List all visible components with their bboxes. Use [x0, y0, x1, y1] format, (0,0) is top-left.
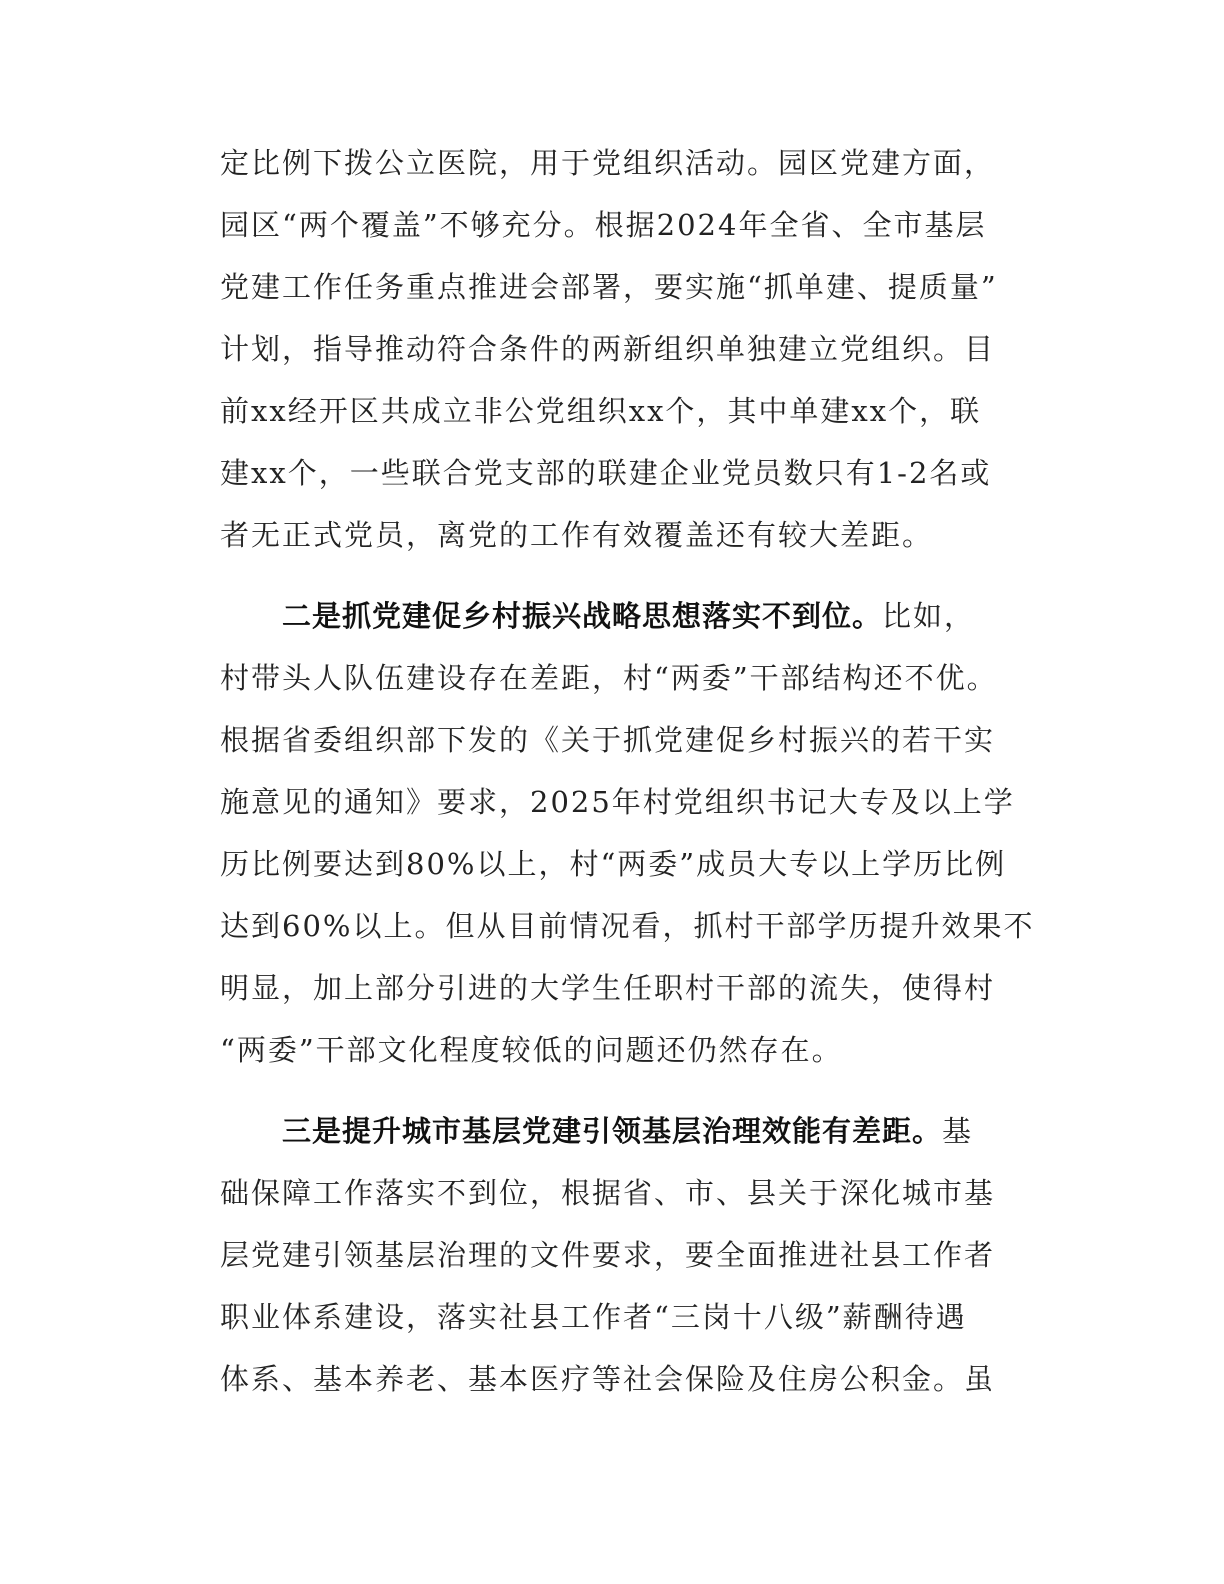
paragraph-line: 施意见的通知》要求，2025年村党组织书记大专及以上学: [220, 785, 1015, 819]
section-heading: 二是抓党建促乡村振兴战略思想落实不到位。: [282, 599, 883, 633]
paragraph-first-line: [282, 1111, 1040, 1151]
paragraph-line: 础保障工作落实不到位，根据省、市、县关于深化城市基: [220, 1176, 996, 1210]
paragraph-line: 层党建引领基层治理的文件要求，要全面推进社县工作者: [220, 1238, 996, 1272]
paragraph-line: 根据省委组织部下发的《关于抓党建促乡村振兴的若干实: [220, 723, 996, 757]
paragraph-line: 村带头人队伍建设存在差距，村“两委”干部结构还不优。: [220, 661, 998, 695]
paragraph-line: 职业体系建设，落实社县工作者“三岗十八级”薪酬待遇: [220, 1300, 967, 1334]
paragraph-text: 基: [942, 1114, 974, 1148]
paragraph-line: 体系、基本养老、基本医疗等社会保险及住房公积金。虽: [220, 1362, 996, 1396]
paragraph-first-line: [282, 596, 1040, 636]
paragraph-line: 建xx个，一些联合党支部的联建企业党员数只有1-2名或: [220, 456, 992, 490]
paragraph-line: 历比例要达到80%以上，村“两委”成员大专以上学历比例: [220, 847, 1007, 881]
paragraph-line: 者无正式党员，离党的工作有效覆盖还有较大差距。: [220, 518, 934, 552]
paragraph-line: 定比例下拨公立医院，用于党组织活动。园区党建方面，: [220, 146, 996, 180]
paragraph-line: 明显，加上部分引进的大学生任职村干部的流失，使得村: [220, 971, 996, 1005]
paragraph-text: 比如，: [882, 599, 976, 633]
paragraph-line: 前xx经开区共成立非公党组织xx个，其中单建xx个，联: [220, 394, 982, 428]
paragraph-line: 达到60%以上。但从目前情况看，抓村干部学历提升效果不: [220, 909, 1035, 943]
section-heading: 三是提升城市基层党建引领基层治理效能有差距。: [282, 1114, 943, 1148]
paragraph-line: 园区“两个覆盖”不够充分。根据2024年全省、全市基层: [220, 208, 987, 242]
paragraph-line: “两委”干部文化程度较低的问题还仍然存在。: [220, 1033, 843, 1067]
paragraph-line: 党建工作任务重点推进会部署，要实施“抓单建、提质量”: [220, 270, 998, 304]
paragraph-line: 计划，指导推动符合条件的两新组织单独建立党组织。目: [220, 332, 996, 366]
